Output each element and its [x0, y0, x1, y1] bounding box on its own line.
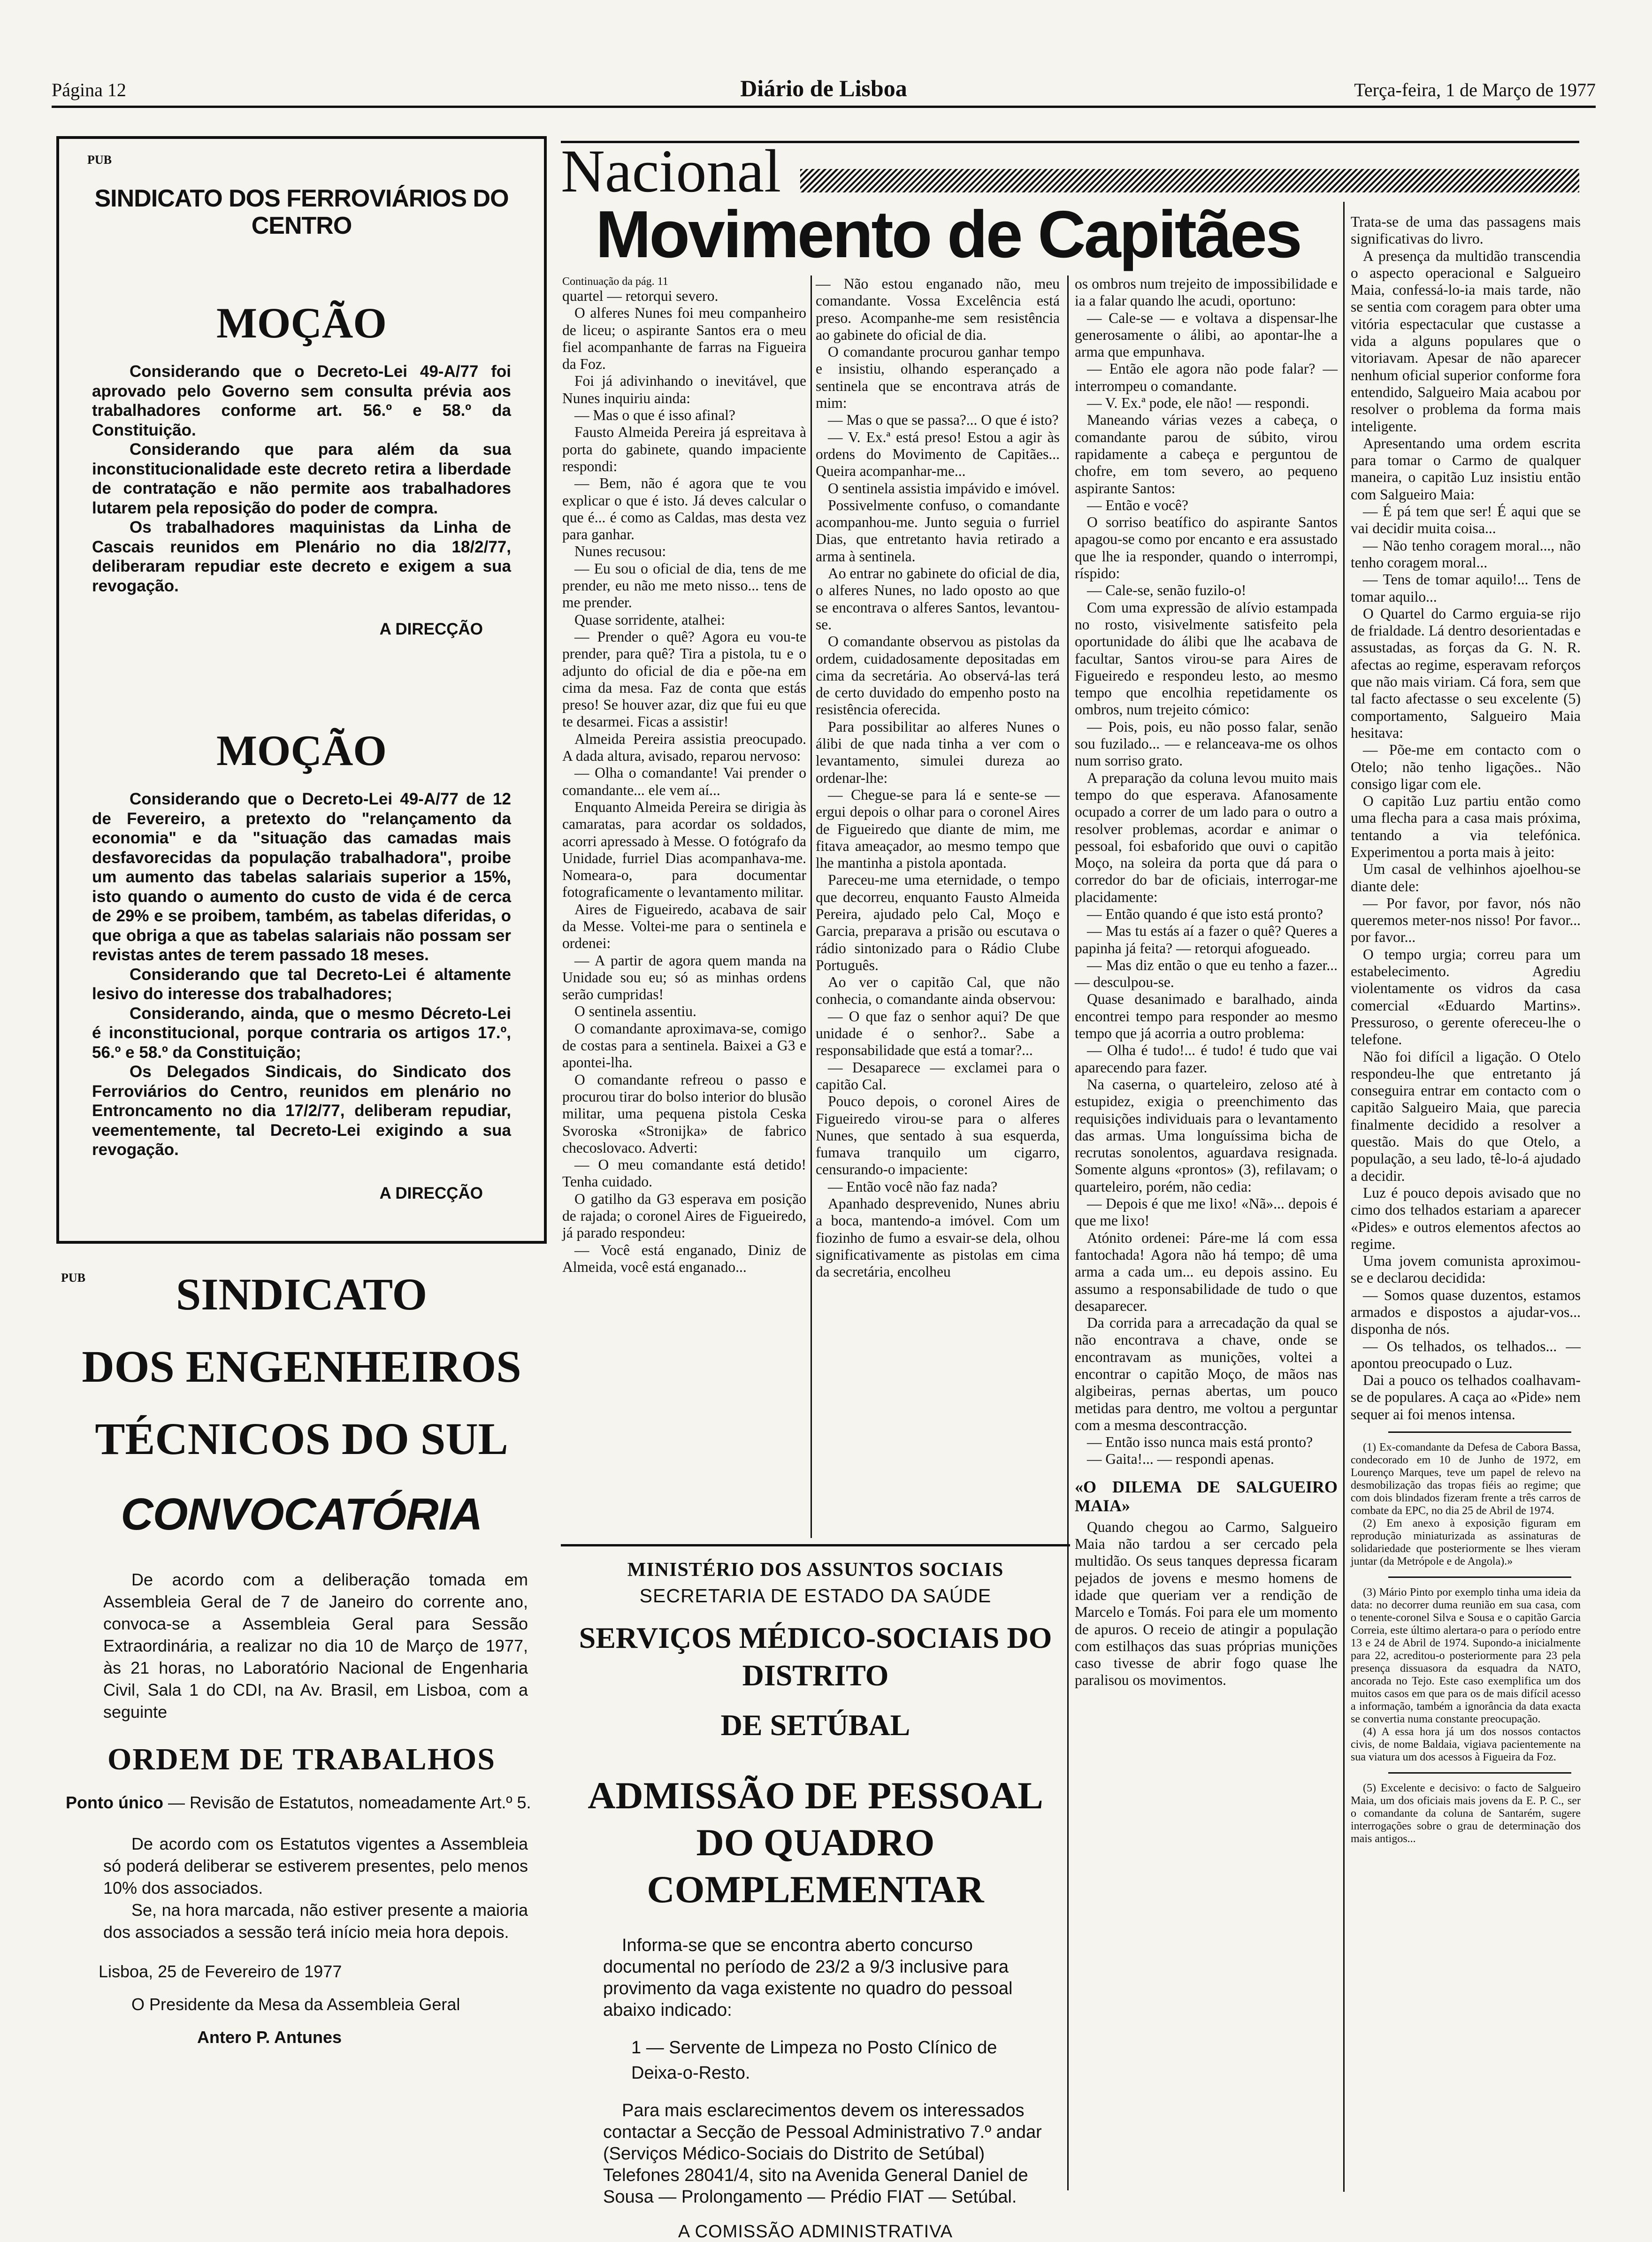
- paragraph: Informa-se que se encontra aberto concurso documental no período de 23/2 a 9/3 inclusive para provimento da vaga existente no quadro do pessoal abaixo indicado:: [603, 1936, 1013, 2020]
- paragraph: Ao ver o capitão Cal, que não conhecia, o comandante ainda observou:: [816, 974, 1060, 1008]
- paragraph: Uma jovem comunista aproximou-se e declarou decidida:: [1351, 1253, 1581, 1286]
- continuation-note: Continuação da pág. 11: [562, 275, 668, 288]
- paragraph: Na caserna, o quarteleiro, zeloso até à estupidez, exigia o preenchimento das requisições individuais para o levantamento das armas. Uma longuíssima bicha de recrutas sonolentos, aguardava resignada. Somente alguns «prontos» (3), refilavam; o quarteleiro, porém, não cedia:: [1075, 1076, 1338, 1195]
- paragraph: O comandante observou as pistolas da ordem, cuidadosamente depositadas em cima da secretária. Ao observá-las terá de certo duvidado do empenho posto na resistência oferecida.: [816, 633, 1060, 718]
- paragraph: Considerando que para além da sua inconstitucionalidade este decreto retira a liberdade de contratação e não permite aos trabalhadores lutarem pela reposição do poder de compra.: [92, 440, 511, 517]
- issue-date: Terça-feira, 1 de Março de 1977: [1354, 79, 1596, 100]
- paragraph: O comandante aproximava-se, comigo de costas para a sentinela. Baixei a G3 e apontei-lha.: [562, 1020, 806, 1071]
- paragraph: Os Delegados Sindicais, do Sindicato dos Ferroviários do Centro, reunidos em plenário no Entroncamento no dia 17/2/77, deliberam repudiar, veementemente, tal Decreto-Lei exigindo a sua revogação.: [92, 1063, 511, 1159]
- paragraph: Os trabalhadores maquinistas da Linha de Cascais reunidos em Plenário no dia 18/2/77, deliberaram repudiar este decreto e exigem a sua revogação.: [92, 518, 511, 595]
- footnote-divider: [1388, 1576, 1571, 1578]
- concurso-text: [603, 1935, 1051, 2021]
- paragraph: O sentinela assistia impávido e imóvel.: [828, 480, 1060, 497]
- paragraph: Pouco depois, o coronel Aires de Figueiredo virou-se para o alferes Nunes, que sentado à sua esquerda, fumava tranquilo um cigarro, censurando-o impaciente:: [816, 1093, 1060, 1178]
- president-name: Antero P. Antunes: [197, 2028, 342, 2047]
- paragraph: — É pá tem que ser! É aqui que se vai decidir muita coisa...: [1351, 503, 1581, 537]
- paragraph: Para mais esclarecimentos devem os interessados contactar a Secção de Pessoal Administrativo 7.º andar (Serviços Médico-Sociais do Distrito de Setúbal) Telefones 28041/4, sito na Avenida General Daniel de Sousa — Prolongamento — Prédio FIAT — Setúbal.: [603, 2101, 1042, 2207]
- paragraph: — Então quando é que isto está pronto?: [1087, 905, 1323, 922]
- paragraph: O gatilho da G3 esperava em posição de rajada; o coronel Aires de Figueiredo, já parado respondeu:: [562, 1190, 806, 1241]
- paragraph: Considerando que o Decreto-Lei 49-A/77 de 12 de Fevereiro, a pretexto do "relançamento da economia" e da "situação das camadas mais desfavorecidas da população trabalhadora", proibe um aumento das tabelas salariais superior a 15%, isto quando o aumento do custo de vida é de cerca de 29% e se proibem, também, as tabelas diferidas, o que obriga a que as tabelas salariais não possam ser revistas antes de terem passado 18 meses.: [92, 790, 511, 964]
- column-divider: [1343, 202, 1345, 2192]
- paragraph: — Olha é tudo!... é tudo! é tudo que vai aparecendo para fazer.: [1075, 1042, 1338, 1076]
- mocao-2-text: [92, 789, 511, 1160]
- paragraph: — V. Ex.ª pode, ele não! — respondi.: [1087, 395, 1309, 412]
- mocao-heading-2: MOÇÃO: [216, 727, 387, 774]
- footnote: (3) Mário Pinto por exemplo tinha uma ideia da data: no decorrer duma reunião em sua casa, com o tenente-coronel Silva e Sousa e o capitão Garcia Correia, este último alertara-o para o período entre 13 e 24 de Abril de 1974. Supondo-a inicialmente para 22, acreditou-o posteriormente para 23 pela presença dissuasora da esquadra da NATO, ancorada no Tejo. Este caso exemplifica um dos muitos casos em que para os de mais difícil acesso a informação, também a ignorância da data exacta se convertia numa constante preocupação.: [1351, 1586, 1581, 1726]
- paragraph: O comandante procurou ganhar tempo e insistiu, olhando esperançado a sentinela que se encontrava atrás de mim:: [816, 344, 1060, 412]
- paragraph: Pareceu-me uma eternidade, o tempo que decorreu, enquanto Fausto Almeida Pereira, ajudado pelo Cal, Moço e Garcia, preparava a prisão ou escutava o rádio sintonizado para o Rádio Clube Português.: [816, 872, 1060, 973]
- paragraph: Para possibilitar ao alferes Nunes o álibi de que nada tinha a ver com o levantamento, simulei dureza ao ordenar-lhe:: [816, 718, 1060, 786]
- section-name: Nacional: [561, 138, 781, 205]
- place-date: Lisboa, 25 de Fevereiro de 1977: [99, 1962, 342, 1981]
- paragraph: Possivelmente confuso, o comandante acompanhou-me. Junto seguia o furriel Dias, que entretanto havia retirado a arma à sentinela.: [816, 497, 1060, 565]
- paragraph: — Você está enganado, Diniz de Almeida, você está enganado...: [562, 1241, 806, 1275]
- paragraph: — Então isso nunca mais está pronto?: [1087, 1434, 1313, 1451]
- paragraph: — O meu comandante está detido! Tenha cuidado.: [562, 1156, 806, 1190]
- paragraph: Apresentando uma ordem escrita para tomar o Carmo de qualquer maneira, o capitão Luz insistiu então com Salgueiro Maia:: [1351, 435, 1581, 503]
- union-name: SINDICATO DOS FERROVIÁRIOS DO CENTRO: [94, 185, 509, 239]
- paragraph: — Mas tu estás aí a fazer o quê? Queres a papinha já feita? — retorqui afogueado.: [1075, 923, 1338, 956]
- paragraph: — Não estou enganado não, meu comandante. Vossa Excelência está preso. Acompanhe-me sem resistência ao gabinete do oficial de dia.: [816, 275, 1060, 343]
- paragraph: — Olha o comandante! Vai prender o comandante... ele vem aí...: [562, 765, 806, 798]
- section-header: [561, 138, 1579, 205]
- ponto-text: — Revisão de Estatutos, nomeadamente Art.º 5.: [168, 1793, 531, 1812]
- servicos-line-1: SERVIÇOS MÉDICO-SOCIAIS DO DISTRITO: [579, 1621, 1052, 1692]
- masthead: [52, 66, 1596, 108]
- secretaria-name: SECRETARIA DE ESTADO DA SAÚDE: [639, 1585, 992, 1607]
- column-divider: [811, 275, 812, 1538]
- statutes-text: [103, 1833, 528, 1943]
- paragraph: Considerando, ainda, que o mesmo Décreto-Lei é inconstitucional, porque contraria os artigos 17.º, 56.º e 58.º da Constituição;: [92, 1004, 511, 1062]
- paragraph: — Chegue-se para lá e sente-se — ergui depois o olhar para o coronel Aires de Figueiredo que diante de mim, me fitava ameaçador, ao mesmo tempo que lhe mantinha a pistola apontada.: [816, 786, 1060, 872]
- footnote: (1) Ex-comandante da Defesa de Cabora Bassa, condecorado em 10 de Junho de 1972, em Lourenço Marques, teve um papel de relevo na desmobilização das tropas fiéis ao regime; que com dois blindados fizeram frente a três carros de combate da EPC, no dia 25 de Abril de 1974.: [1351, 1441, 1581, 1517]
- servicos-line-2: DE SETÚBAL: [720, 1708, 910, 1742]
- footnote: (4) A essa hora já um dos nossos contactos civis, de nome Baldaia, vigiava pacientemente na sua viatura um dos acessos à Figueira da Foz.: [1351, 1726, 1581, 1764]
- paragraph: — Bem, não é agora que te vou explicar o que é isto. Já deves calcular o que é... é como as Caldas, mas desta vez para ganhar.: [562, 475, 806, 543]
- mocao-heading-1: MOÇÃO: [216, 299, 387, 347]
- paragraph: Não foi difícil a ligação. O Otelo respondeu-lhe que entretanto já conseguira entrar em contacto com o capitão Salgueiro Maia, que parecia finalmente decidido a resolver a questão. Mais do que Otelo, a população, a seu lado, tê-lo-á ajudado a decidir.: [1351, 1048, 1581, 1184]
- paragraph: — Depois é que me lixo! «Nã»... depois é que me lixo!: [1075, 1195, 1338, 1229]
- paragraph: De acordo com os Estatutos vigentes a Assembleia só poderá deliberar se estiverem presentes, pelo menos 10% dos associados.: [103, 1834, 528, 1898]
- admissao-line-1: ADMISSÃO DE PESSOAL: [588, 1774, 1043, 1817]
- paragraph: Da corrida para a arrecadação da qual se não encontrava a chave, onde se encontravam as munições, voltei a encontrar o capitão Moço, de mãos nas algibeiras, pernas abertas, um pouco metidas para dentro, me voltou a perguntar com a mesma descontracção.: [1075, 1315, 1338, 1433]
- footnote-divider: [1388, 1772, 1571, 1774]
- pub-label: PUB: [61, 1271, 85, 1285]
- vaga-item: 1 — Servente de Limpeza no Posto Clínico de Deixa-o-Resto.: [631, 2038, 997, 2083]
- paragraph: — Os telhados, os telhados... — apontou preocupado o Luz.: [1351, 1338, 1581, 1371]
- paragraph: A preparação da coluna levou muito mais tempo do que esperava. Afanosamente ocupado a correr de um lado para o outro a resolver problemas, acordar e animar o pessoal, foi esbaforido que ouvi o capitão Moço, na soleira da porta que dá para o corredor do bar de oficiais, interrogar-me placidamente:: [1075, 769, 1338, 905]
- article-title: Movimento de Capitães: [596, 197, 1300, 272]
- article-column-3: [1075, 275, 1338, 2190]
- paragraph: — Tens de tomar aquilo!... Tens de tomar aquilo...: [1351, 571, 1581, 605]
- paragraph: — Pois, pois, eu não posso falar, senão sou fuzilado... — e relanceava-me os olhos num sorriso grato.: [1075, 718, 1338, 769]
- convocatoria-heading: CONVOCATÓRIA: [121, 1489, 482, 1539]
- article-column-4: [1351, 214, 1581, 2192]
- paragraph: Quase desanimado e baralhado, ainda encontrei tempo para responder ao mesmo tempo que já acorria a outro problema:: [1075, 991, 1338, 1042]
- paragraph: os ombros num trejeito de impossibilidade e ia a falar quando lhe acudi, oportuno:: [1075, 275, 1338, 309]
- paragraph: Fausto Almeida Pereira já espreitava à porta do gabinete, quando impaciente respondi:: [562, 424, 806, 474]
- paragraph: Trata-se de uma das passagens mais significativas do livro.: [1351, 214, 1581, 247]
- signature-2: A DIRECÇÃO: [379, 1184, 483, 1202]
- paragraph: — Então você não faz nada?: [828, 1178, 998, 1195]
- article-column-1: [562, 275, 806, 1538]
- paragraph: Quando chegou ao Carmo, Salgueiro Maia não tardou a ser cercado pela multidão. Os seus tanques depressa ficaram pejados de jovens e mesmo homens de idade que queriam ver a rendição de Marcelo e Tomás. Foi para ele um momento de apuros. O receio de atingir a população com estilhaços das suas próprias munições caso tivesse de abrir fogo quase lhe paralisou os movimentos.: [1075, 1518, 1338, 1689]
- paragraph: Considerando que tal Decreto-Lei é altamente lesivo do interesse dos trabalhadores;: [92, 965, 511, 1003]
- ponto-unico: [66, 1791, 547, 1814]
- paragraph: — Somos quase duzentos, estamos armados e dispostos a ajudar-vos... disponha de nós.: [1351, 1286, 1581, 1338]
- paragraph: — O que faz o senhor aqui? De que unidade é o senhor?.. Sabe a responsabilidade que está a tomar?...: [816, 1008, 1060, 1059]
- subheading: «O DILEMA DE SALGUEIRO MAIA»: [1075, 1477, 1338, 1515]
- signature-1: A DIRECÇÃO: [379, 620, 483, 638]
- paragraph: — Mas o que se passa?... O que é isto?: [828, 412, 1059, 429]
- ponto-label: Ponto único: [66, 1793, 163, 1812]
- paragraph: Aires de Figueiredo, acabava de sair da Messe. Voltei-me para o sentinela e ordenei:: [562, 901, 806, 952]
- paragraph: O sentinela assentiu.: [574, 1003, 696, 1020]
- paragraph: O capitão Luz partiu então como uma flecha para a casa mais próxima, tentando a via telefónica. Experimentou a porta mais à jeito:: [1351, 793, 1581, 860]
- paragraph: Enquanto Almeida Pereira se dirigia às camaratas, para acordar os soldados, acorri apressado à Messe. O fotógrafo da Unidade, furriel Dias acompanhava-me. Nomeara-o, para documentar fotograficamente o levantamento militar.: [562, 798, 806, 901]
- ad-servicos-medico-sociais: [561, 1544, 1070, 2242]
- paragraph: Com uma expressão de alívio estampada no rosto, visivelmente satisfeito pela oportunidade do álibi que lhe acabava de facultar, Santos virou-se para Aires de Figueiredo e respondeu lesto, ao mesmo tempo que encolhia repetidamente os ombros, num trejeito cómico:: [1075, 599, 1338, 718]
- footnote: (5) Excelente e decisivo: o facto de Salgueiro Maia, um dos oficiais mais jovens da E. P. C., ser o comandante da coluna de Santarém, sugere interrogações sobre o grau de determinação dos mais antigos...: [1351, 1782, 1581, 1845]
- mocao-1-text: [92, 362, 511, 596]
- article-column-2: [816, 275, 1060, 1538]
- newspaper-name: Diário de Lisboa: [740, 75, 907, 101]
- paragraph: O alferes Nunes foi meu companheiro de liceu; o aspirante Santos era o meu fiel acompanhante de farras na Figueira da Foz.: [562, 305, 806, 373]
- paragraph: — Desaparece — exclamei para o capitão Cal.: [816, 1059, 1060, 1093]
- union-line-3: TÉCNICOS DO SUL: [95, 1414, 508, 1464]
- paragraph: Almeida Pereira assistia preocupado. A dada altura, avisado, reparou nervoso:: [562, 730, 806, 765]
- ad-engenheiros: [56, 1267, 547, 2187]
- paragraph: — Eu sou o oficial de dia, tens de me prender, eu não me meto nisso... tens de me prender.: [562, 560, 806, 611]
- paragraph: Foi já adivinhando o inevitável, que Nunes inquiriu ainda:: [562, 373, 806, 406]
- paragraph: — Então ele agora não pode falar? — interrompeu o comandante.: [1075, 360, 1338, 394]
- paragraph: — Por favor, por favor, nós não queremos meter-nos nisso! Por favor... por favor...: [1351, 895, 1581, 946]
- pub-label: PUB: [87, 153, 112, 167]
- commission-signature: A COMISSÃO ADMINISTRATIVA: [678, 2222, 953, 2242]
- paragraph: Ao entrar no gabinete do oficial de dia, o alferes Nunes, no lado oposto ao que se encontrava o alferes Santos, levantou-se.: [816, 565, 1060, 633]
- page-number: Página 12: [52, 79, 126, 100]
- admissao-line-2: DO QUADRO COMPLEMENTAR: [647, 1821, 984, 1911]
- union-line-2: DOS ENGENHEIROS: [82, 1341, 521, 1392]
- paragraph: O tempo urgia; correu para um estabelecimento. Agrediu violentamente os vidros da casa comercial «Eduardo Martins». Pressuroso, o gerente ofereceu-lhe o telefone.: [1351, 946, 1581, 1048]
- president-title: O Presidente da Mesa da Assembleia Geral: [131, 1995, 460, 2014]
- paragraph: O comandante refreou o passo e procurou tirar do bolso interior do blusão militar, uma pequena pistola Ceska Svoroska «Stronijka» de fabrico checoslovaco. Adverti:: [562, 1071, 806, 1156]
- paragraph: O sorriso beatífico do aspirante Santos apagou-se como por encanto e era assustado que lhe ia responder, quando o interrompi, ríspido:: [1075, 514, 1338, 582]
- paragraph: Se, na hora marcada, não estiver presente a maioria dos associados a sessão terá início meia hora depois.: [103, 1900, 528, 1942]
- paragraph: quartel — retorqui severo.: [562, 288, 719, 304]
- paragraph: — A partir de agora quem manda na Unidade sou eu; só as minhas ordens serão cumpridas!: [562, 952, 806, 1003]
- paragraph: Um casal de velhinhos ajoelhou-se diante dele:: [1351, 861, 1581, 895]
- ministry-name: MINISTÉRIO DOS ASSUNTOS SOCIAIS: [627, 1559, 1004, 1581]
- paragraph: — Cale-se — e voltava a dispensar-lhe generosamente o álibi, ao apontar-lhe a arma que empunhava.: [1075, 309, 1338, 360]
- paragraph: Dai a pouco os telhados coalhavam-se de populares. A caça ao «Pide» nem sequer ai foi menos intensa.: [1351, 1372, 1581, 1423]
- paragraph: Maneando várias vezes a cabeça, o comandante parou de súbito, virou rapidamente a cabeça e perguntou de chofre, em tom severo, ao pequeno aspirante Santos:: [1075, 412, 1338, 497]
- paragraph: — Põe-me em contacto com o Otelo; não tenho ligações.. Não consigo ligar com ele.: [1351, 742, 1581, 792]
- paragraph: De acordo com a deliberação tomada em Assembleia Geral de 7 de Janeiro do corrente ano, convoca-se a Assembleia Geral para Sessão Extraordinária, a realizar no dia 10 de Março de 1977, às 21 horas, no Laboratório Nacional de Engenharia Civil, Sala 1 do CDI, na Av. Brasil, em Lisboa, com a seguinte: [103, 1570, 528, 1722]
- paragraph: — Cale-se, senão fuzilo-o!: [1087, 582, 1247, 599]
- paragraph: Luz é pouco depois avisado que no cimo dos telhados estariam a aparecer «Pides» e outros elementos afectos ao regime.: [1351, 1184, 1581, 1252]
- paragraph: Quase sorridente, atalhei:: [574, 611, 725, 628]
- paragraph: A presença da multidão transcendia o aspecto operacional e Salgueiro Maia, confessá-lo-ia mais tarde, não se sentia com coragem para obter uma vitória espectacular que custasse a vida a alguns populares que o vitoriavam. Apesar de não aparecer nenhum oficial superior conforme fora entendido, Salgueiro Maia acabou por resolver o problema da forma mais inteligente.: [1351, 247, 1581, 435]
- paragraph: — Então e você?: [1087, 497, 1189, 513]
- convocation-text: [103, 1569, 528, 1723]
- ordem-heading: ORDEM DE TRABALHOS: [107, 1742, 496, 1776]
- footnote-divider: [1388, 1431, 1571, 1433]
- paragraph: — V. Ex.ª está preso! Estou a agir às ordens do Movimento de Capitães... Queira acompanhar-me...: [816, 429, 1060, 480]
- paragraph: — Prender o quê? Agora eu vou-te prender, para quê? Tira a pistola, tu e o adjunto do oficial de dia e põe-na em cima da mesa. Faz de conta que estás preso! Se houver azar, diz que fui eu que te desarmei. Ficas a assistir!: [562, 628, 806, 730]
- paragraph: Considerando que o Decreto-Lei 49-A/77 foi aprovado pelo Governo sem consulta prévia aos trabalhadores conforme art. 56.º e 58.º da Constituição.: [92, 362, 511, 439]
- paragraph: O Quartel do Carmo erguia-se rijo de frialdade. Lá dentro desorientadas e assustadas, as forças da G. N. R. afectas ao regime, esperavam reforços que não mais viriam. Cá fora, sem que tal facto afectasse o seu excelente (5) comportamento, Salgueiro Maia hesitava:: [1351, 605, 1581, 741]
- paragraph: Apanhado desprevenido, Nunes abriu a boca, mantendo-a imóvel. Com um fiozinho de fumo a esvair-se dela, olhou significativamente as pistolas em cima da secretária, encolheu: [816, 1195, 1060, 1280]
- paragraph: — Mas diz então o que eu tenho a fazer... — desculpou-se.: [1075, 956, 1338, 991]
- paragraph: — Gaita!... — respondi apenas.: [1087, 1451, 1274, 1468]
- contact-text: [603, 2100, 1051, 2208]
- footnote: (2) Em anexo à exposição figuram em reprodução miniaturizada as assinaturas de solidariedade que posteriormente se lhes vieram juntar (da Metrópole e de Angola).»: [1351, 1517, 1581, 1568]
- paragraph: — Não tenho coragem moral..., não tenho coragem moral...: [1351, 537, 1581, 571]
- section-rule: [800, 169, 1579, 192]
- ad-ferroviarios: [56, 136, 547, 1244]
- union-line-1: SINDICATO: [176, 1269, 428, 1319]
- paragraph: Atónito ordenei: Páre-me lá com essa fantochada! Agora não há tempo; dê uma arma a cada um... eu depois assino. Eu assumo a responsabilidade de tudo o que desaparecer.: [1075, 1229, 1338, 1314]
- paragraph: — Mas o que é isso afinal?: [574, 407, 735, 424]
- paragraph: Nunes recusou:: [574, 543, 666, 560]
